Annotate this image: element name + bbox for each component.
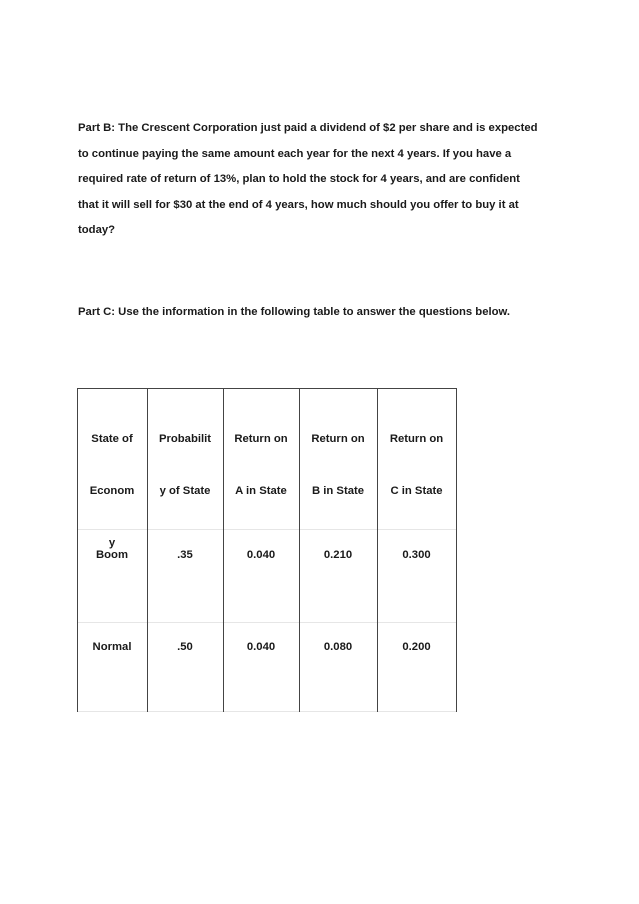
header-line: State of xyxy=(91,433,133,445)
table-cell: 0.200 xyxy=(402,641,431,653)
table-cell: Normal xyxy=(92,641,132,653)
header-line: Econom xyxy=(89,485,135,497)
table-bottom-border xyxy=(77,711,457,712)
table-cell: .50 xyxy=(177,641,193,653)
header-line: Return on xyxy=(389,433,444,445)
header-line: y xyxy=(108,537,116,549)
part-b-line: to continue paying the same amount each year for the next 4 years. If you have a xyxy=(78,147,512,160)
part-b-line: required rate of return of 13%, plan to hold the stock for 4 years, and are confident xyxy=(78,173,520,185)
header-line: A in State xyxy=(235,485,287,497)
part-b-paragraph xyxy=(78,116,578,244)
table-header-cell xyxy=(377,400,456,530)
header-line: Return on xyxy=(234,433,288,445)
part-b-line: today? xyxy=(78,224,116,236)
table-cell: 0.300 xyxy=(402,549,431,561)
header-line: Return on xyxy=(311,433,365,445)
table-header-cell xyxy=(299,400,377,530)
table-cell: 0.210 xyxy=(323,549,353,561)
table-column-border xyxy=(456,388,457,712)
table-cell: .35 xyxy=(177,549,193,561)
table-top-border xyxy=(77,388,457,389)
table-cell: 0.040 xyxy=(246,549,276,561)
part-b-line: that it will sell for $30 at the end of 4 years, how much should you offer to buy it at xyxy=(78,198,519,211)
table-cell: 0.080 xyxy=(323,641,353,653)
table-cell: 0.040 xyxy=(246,641,276,653)
header-line: Probabilit xyxy=(158,433,212,445)
table-row-divider xyxy=(77,622,457,623)
header-line: y of State xyxy=(159,485,211,497)
part-c-line: Part C: Use the information in the following table to answer the questions below. xyxy=(78,306,511,318)
returns-table xyxy=(77,388,457,712)
part-b-line: Part B: The Crescent Corporation just paid a dividend of $2 per share and is expected xyxy=(78,122,538,134)
header-line: B in State xyxy=(311,485,365,497)
table-header-cell xyxy=(147,400,223,530)
part-c-paragraph xyxy=(78,300,578,326)
table-cell: Boom xyxy=(95,549,128,561)
header-line: C in State xyxy=(390,485,443,497)
table-header-cell xyxy=(223,400,299,530)
